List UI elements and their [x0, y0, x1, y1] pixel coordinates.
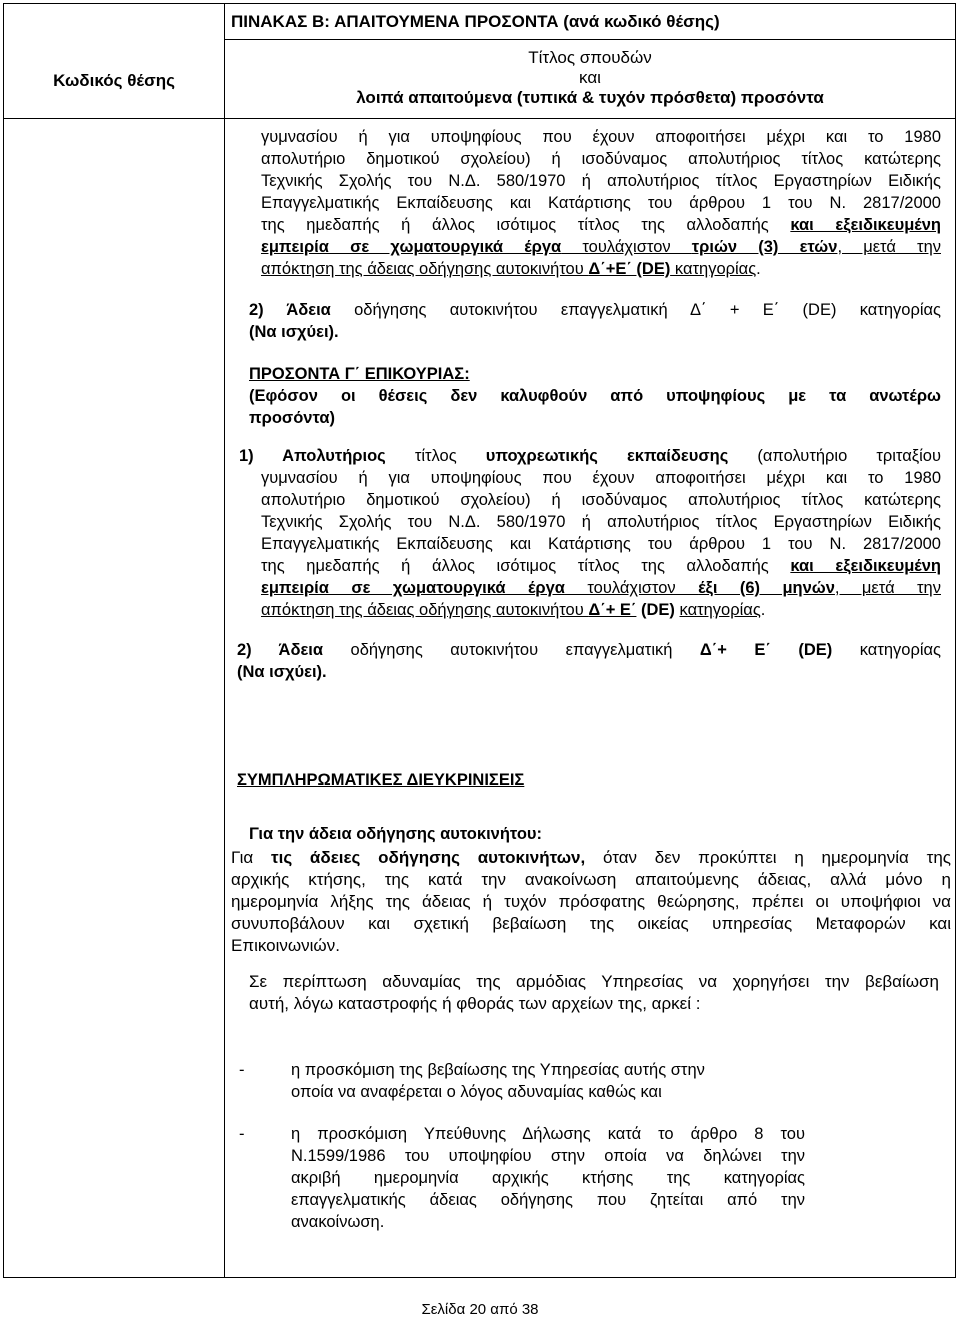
text-line: γυμνασίου ή για υποψηφίους που έχουν αποφοιτήσει μέχρι και το 1980 [261, 469, 941, 487]
text-line: η προσκόμιση Υπεύθυνης Δήλωσης κατά το άρθρο 8 του [291, 1125, 805, 1143]
text-line [261, 599, 941, 621]
text-span: . [756, 260, 761, 278]
text-line: Επαγγελματικής Εκπαίδευσης και Κατάρτισης του άρθρου 1 του Ν. 2817/2000 [261, 194, 941, 212]
text-span: , μετά την [837, 238, 941, 256]
text-span: κατηγορίας [679, 601, 761, 619]
list-item [239, 1123, 805, 1233]
text-span: (DE) [636, 601, 680, 619]
text-span: 1) Απολυτήριος [239, 447, 386, 465]
text-span: τίτλος [385, 447, 486, 465]
qual-header-line2: και [579, 68, 601, 87]
section2-paragraph [261, 467, 941, 621]
list-item [239, 1059, 805, 1103]
text-span: Δ΄+ Ε΄ [588, 601, 637, 619]
list-item-text [291, 1123, 805, 1233]
text-span: 2) Άδεια [237, 641, 324, 659]
clarifications-paragraph1 [231, 847, 951, 957]
text-line: Σε περίπτωση αδυναμίας της αρμόδιας Υπηρεσίας να χορηγήσει την βεβαίωση [249, 972, 939, 991]
text-span: Δ΄+ Ε΄ (DE) [699, 641, 833, 659]
text-line [239, 445, 941, 467]
section2-heading: ΠΡΟΣΟΝΤΑ Γ΄ ΕΠΙΚΟΥΡΙΑΣ: [249, 365, 470, 383]
text-span: τουλάχιστον [561, 238, 692, 256]
clarifications-subheading: Για την άδεια οδήγησης αυτοκινήτου: [249, 825, 542, 843]
text-line [249, 299, 941, 321]
text-span: , μετά την [834, 579, 941, 597]
text-line: συνυποβάλουν και σχετική βεβαίωση της οικείας υπηρεσίας Μεταφορών και [231, 914, 951, 933]
text-span: τριών (3) ετών [691, 238, 838, 256]
text-line [231, 847, 951, 869]
text-span: της ημεδαπής ή άλλος ισότιμος τίτλος της αλλοδαπής [261, 557, 791, 575]
section1-item2 [249, 299, 941, 343]
text-span: και εξειδικευμένη [790, 216, 941, 234]
list-item-text [291, 1059, 805, 1103]
text-span: Δ΄+Ε΄ (DE) [588, 260, 671, 278]
clarifications-heading: ΣΥΜΠΛΗΡΩΜΑΤΙΚΕΣ ΔΙΕΥΚΡΙΝΙΣΕΙΣ [237, 771, 525, 789]
qualifications-column-header [225, 44, 955, 118]
text-line [261, 236, 941, 258]
text-line: προσόντα) [249, 409, 336, 427]
text-line: γυμνασίου ή για υποψηφίους που έχουν αποφοιτήσει μέχρι και το 1980 [261, 128, 941, 146]
text-line: (Να ισχύει). [237, 663, 327, 681]
list-dash: - [239, 1061, 245, 1079]
page-number: Σελίδα 20 από 38 [421, 1301, 539, 1318]
text-line: Τεχνικής Σχολής του Ν.Δ. 580/1970 ή απολυτήριος τίτλος Εργαστηρίων Ειδικής [261, 172, 941, 190]
text-span: έξι (6) μηνών [698, 579, 835, 597]
text-line: Επικοινωνιών. [231, 936, 340, 955]
text-span: Για [231, 848, 272, 867]
text-line: ημερομηνία λήξης της άδειας ή τυχόν πρόσφατης θεώρησης, πρέπει οι υποψήφιοι να [231, 892, 951, 911]
text-line: ανακοίνωση. [291, 1213, 385, 1231]
text-span: τουλάχιστον [564, 579, 699, 597]
text-line: Ν.1599/1986 του υποψηφίου στην οποία να δηλώνει την [291, 1147, 805, 1165]
text-line [261, 555, 941, 577]
text-span: (DE) κατηγορίας [779, 301, 942, 319]
clarifications-subheading-block [249, 823, 941, 845]
text-line: η προσκόμιση της βεβαίωσης της Υπηρεσίας αυτής στην [291, 1061, 705, 1079]
table-title: ΠΙΝΑΚΑΣ Β: ΑΠΑΙΤΟΥΜΕΝΑ ΠΡΟΣΟΝΤΑ (ανά κωδικό θέσης) [224, 4, 955, 40]
text-span: οδήγησης αυτοκινήτου επαγγελματική [330, 301, 691, 319]
text-line: αυτή, λόγω καταστροφής ή φθοράς των αρχείων της, αρκεί : [249, 994, 701, 1013]
text-span: (απολυτήριο τριταξίου [728, 447, 941, 465]
section2-heading-block [249, 363, 941, 429]
section1-paragraph [261, 126, 941, 280]
requirements-table [3, 3, 956, 1278]
text-span: εμπειρία σε χωματουργικά έργα [261, 579, 565, 597]
qualifications-content [225, 119, 955, 1277]
text-line [237, 639, 941, 661]
text-span: τις άδειες οδήγησης αυτοκινήτων, [271, 848, 586, 867]
clarifications-paragraph2 [249, 971, 939, 1015]
text-span: οδήγησης αυτοκινήτου επαγγελματική [323, 641, 700, 659]
text-span: κατηγορίας [832, 641, 941, 659]
text-span: απόκτηση της άδειας οδήγησης αυτοκινήτου [261, 260, 589, 278]
text-span: Δ΄ + Ε΄ [690, 301, 780, 319]
section2-item2 [237, 639, 941, 683]
text-span: . [760, 601, 766, 619]
text-line [261, 258, 941, 280]
text-line: (Να ισχύει). [249, 323, 339, 341]
code-column-header: Κωδικός θέσης [53, 71, 175, 90]
text-line: Επαγγελματικής Εκπαίδευσης και Κατάρτισης του άρθρου 1 του Ν. 2817/2000 [261, 535, 941, 553]
text-span: 2) Άδεια [249, 301, 331, 319]
text-line [261, 577, 941, 599]
text-line: ακριβή ημερομηνία αρχικής κτήσης της κατηγορίας [291, 1169, 805, 1187]
text-line: Τεχνικής Σχολής του Ν.Δ. 580/1970 ή απολυτήριος τίτλος Εργαστηρίων Ειδικής [261, 513, 941, 531]
text-span: απόκτηση της άδειας οδήγησης αυτοκινήτου [261, 601, 589, 619]
section2-item1-first [239, 445, 941, 467]
text-line: απολυτήριο δημοτικού σχολείου) ή ισοδύναμος απολυτήριος τίτλος κατώτερης [261, 491, 941, 509]
qual-header-line3: λοιπά απαιτούμενα (τυπικά & τυχόν πρόσθετα) προσόντα [356, 88, 824, 107]
text-span: όταν δεν προκύπτει η ημερομηνία της [585, 848, 951, 867]
text-span: και εξειδικευμένη [790, 557, 941, 575]
qual-header-line1: Τίτλος σπουδών [528, 48, 652, 67]
list-dash: - [239, 1125, 245, 1143]
text-span: κατηγορίας [670, 260, 757, 278]
text-line: επαγγελματικής άδειας οδήγησης που ζητείται από την [291, 1191, 805, 1209]
text-line: αρχικής κτήσης, της κατά την ανακοίνωση απαιτούμενης άδειας, αλλά μόνο η [231, 870, 951, 889]
clarifications-heading-block [237, 769, 941, 791]
text-line [261, 214, 941, 236]
text-span: της ημεδαπής ή άλλος ισότιμος τίτλος της αλλοδαπής [261, 216, 791, 234]
text-span: εμπειρία σε χωματουργικά έργα [261, 238, 562, 256]
text-span: υποχρεωτικής εκπαίδευσης [485, 447, 729, 465]
text-line: οποία να αναφέρεται ο λόγος αδυναμίας καθώς και [291, 1083, 662, 1101]
text-line: απολυτήριο δημοτικού σχολείου) ή ισοδύναμος απολυτήριος τίτλος κατώτερης [261, 150, 941, 168]
text-line: (Εφόσον οι θέσεις δεν καλυφθούν από υποψηφίους με τα ανωτέρω [249, 387, 941, 405]
